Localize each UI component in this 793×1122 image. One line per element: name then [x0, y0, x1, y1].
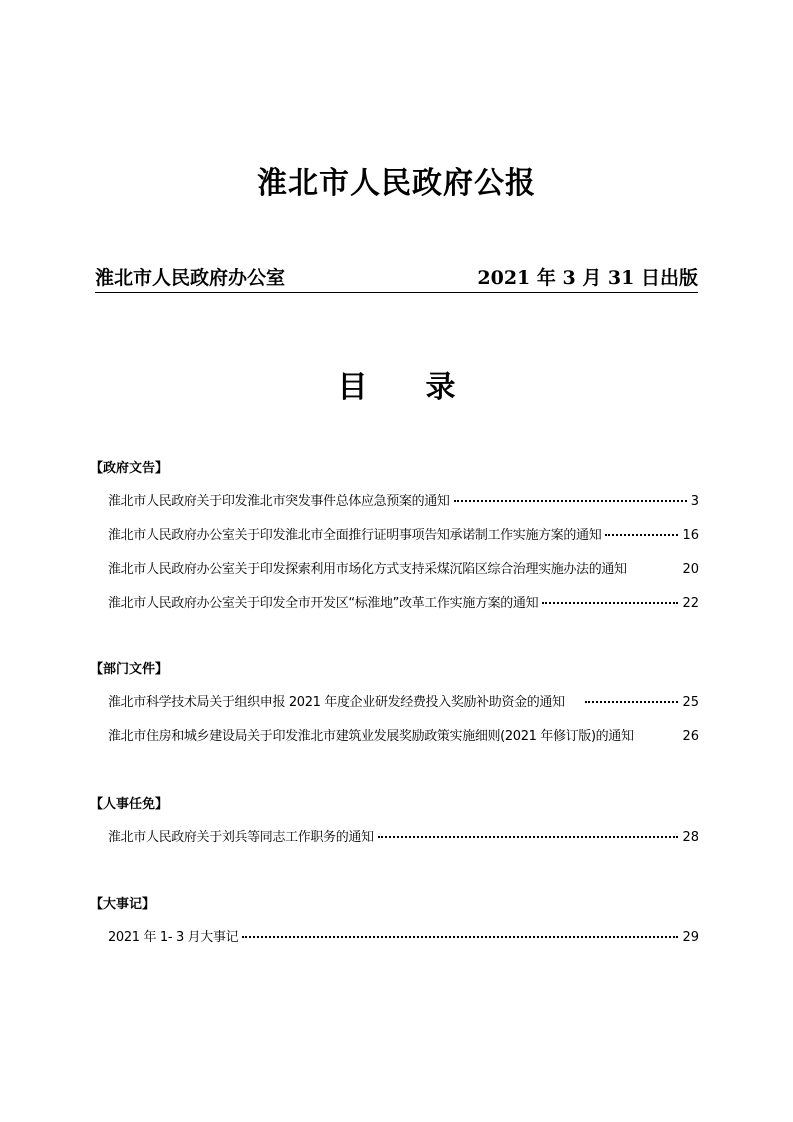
- toc-entry[interactable]: [108, 524, 699, 544]
- publisher-name: 淮北市人民政府办公室: [95, 266, 286, 289]
- toc-entry-page: 28: [682, 830, 699, 845]
- toc-entry[interactable]: [108, 926, 699, 946]
- toc-entry[interactable]: [108, 725, 699, 745]
- toc-entry-title: 淮北市人民政府办公室关于印发全市开发区“标淮地”改革工作实施方案的通知: [108, 596, 539, 611]
- toc-entry-page: 22: [682, 596, 699, 611]
- dot-leader: [454, 500, 687, 502]
- toc-entry-page: 20: [682, 562, 699, 577]
- masthead: [95, 260, 698, 292]
- toc-heading: 目录: [337, 370, 514, 405]
- section-title-government-notices: 【政府文告】: [90, 461, 169, 476]
- toc-entry-title: 淮北市人民政府办公室关于印发探索利用市场化方式支持采煤沉陷区综合治理实施办法的通知: [108, 562, 627, 577]
- toc-entry[interactable]: [108, 592, 699, 612]
- toc-entry-page: 26: [682, 729, 699, 744]
- toc-entry-title: 淮北市住房和城乡建设局关于印发淮北市建筑业发展奖励政策实施细则(2021 年修订版)的通知: [108, 729, 634, 744]
- toc-entry-page: 16: [682, 528, 699, 543]
- toc-entry-page: 25: [682, 695, 699, 710]
- toc-entry-title: 淮北市科学技术局关于组织申报 2021 年度企业研发经费投入奖励补助资金的通知: [108, 695, 565, 710]
- bulletin-title: 淮北市人民政府公报: [257, 166, 536, 201]
- toc-entry-title: 淮北市人民政府关于印发淮北市突发事件总体应急预案的通知: [108, 494, 450, 509]
- toc-entry-page: 29: [682, 930, 699, 945]
- dot-leader: [378, 836, 679, 838]
- toc-entry[interactable]: [108, 826, 699, 846]
- header-divider: [95, 292, 698, 293]
- toc-entry[interactable]: [108, 490, 699, 510]
- section-title-department-documents: 【部门文件】: [90, 662, 169, 677]
- toc-entry[interactable]: [108, 558, 699, 578]
- dot-leader: [542, 602, 678, 604]
- toc-entry-title: 淮北市人民政府办公室关于印发淮北市全面推行证明事项告知承诺制工作实施方案的通知: [108, 528, 602, 543]
- toc-entry-page: 3: [690, 494, 699, 509]
- section-title-personnel-appointments: 【人事任免】: [90, 797, 169, 812]
- toc-entry-title: 淮北市人民政府关于刘兵等同志工作职务的通知: [108, 830, 374, 845]
- section-title-major-events: 【大事记】: [90, 897, 156, 912]
- dot-leader: [605, 534, 678, 536]
- dot-leader: [242, 936, 678, 938]
- toc-entry[interactable]: [108, 691, 699, 711]
- toc-entry-title: 2021 年 1- 3 月大事记: [108, 930, 239, 945]
- dot-leader: [585, 701, 679, 703]
- issue-date: 2021 年 3 月 31 日出版: [477, 266, 698, 289]
